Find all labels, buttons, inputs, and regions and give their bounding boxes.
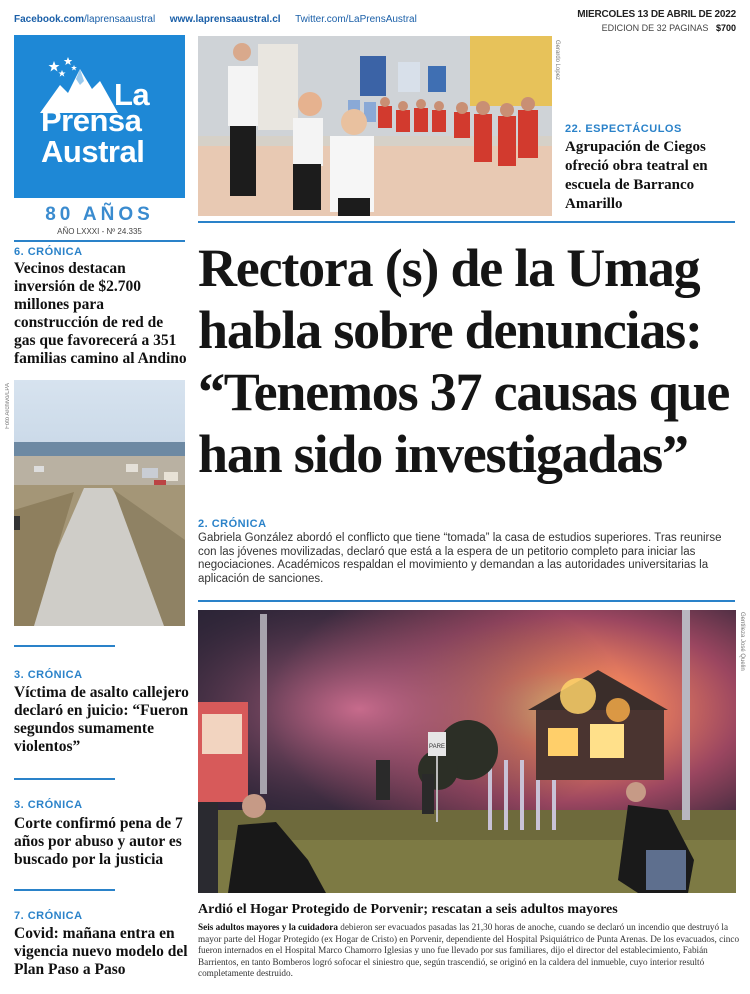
- sidebar-divider: [14, 778, 115, 780]
- spectaculos-headline[interactable]: Agrupación de Ciegos ofreció obra teatral en escuela de Barranco Amarillo: [565, 139, 708, 212]
- section-divider: [198, 221, 735, 223]
- social-links-bar: [14, 14, 574, 25]
- price: $700: [715, 23, 736, 33]
- anniversary-label: 80 AÑOS: [45, 204, 154, 225]
- sidebar-story2-section: 3. CRÓNICA: [14, 669, 83, 681]
- website-link[interactable]: www.laprensaaustral.cl: [169, 14, 281, 25]
- fire-caption-body: debieron ser evacuados pasadas las 21,30 horas de anoche, cuando se declaró un incendio que destruyó la mayor parte del Hogar Protegido (ex Hogar de Cristo) en Porvenir, dependiente del Hospital Psiquiátrico de Punta Arenas. De los evacuados, cinco fueron internados en el Hospital Marco Chamorro Iglesias y uno fue llevado por sus familiares, dijo el director del establecimiento, Fabián Barrientos, en tanto Bomberos logró sofocar el siniestro que, según trascendió, se originó en la caldera del inmueble, cuyo interior resultó completamente destruido.: [198, 922, 740, 978]
- sidebar-divider: [14, 645, 115, 647]
- sidebar-story1-section: 6. CRÓNICA: [14, 246, 83, 258]
- fire-photo-credit: Gentileza José Quelin: [739, 612, 745, 671]
- masthead-logo[interactable]: [14, 35, 185, 198]
- masthead-name-austral: Austral: [41, 134, 145, 169]
- twitter-link[interactable]: Twitter.com/LaPrensAustral: [295, 14, 417, 25]
- section-divider: [198, 600, 735, 602]
- theatre-photo-credit: Gerardo Lopez: [554, 40, 560, 81]
- issue-date: MIERCOLES 13 DE ABRIL DE 2022: [577, 9, 736, 20]
- sidebar-story4-headline[interactable]: Covid: mañana entra en vigencia nuevo modelo del Plan Paso a Paso: [14, 925, 188, 978]
- masthead-name-prensa: Prensa: [41, 103, 142, 138]
- sidebar-story4-section: 7. CRÓNICA: [14, 910, 83, 922]
- main-story-deck: Gabriela González abordó el conflicto que tiene “tomada” la casa de estudios superiores. Tras reunirse con las jóvenes movilizadas, declaró que está a la espera de un petitorio completo para iniciar las negociaciones. Académicos respaldan el movimiento y demandan a las autoridades universitarias la aplicación de sanciones.: [198, 532, 722, 585]
- theatre-photo: [198, 36, 552, 216]
- main-headline[interactable]: Rectora (s) de la Umag habla sobre denuncias: “Tenemos 37 causas que han sido investigadas”: [198, 238, 730, 484]
- fire-caption-text: [198, 922, 743, 980]
- sidebar-story3-headline[interactable]: Corte confirmó pena de 7 años por abuso y autor es buscado por la justicia: [14, 815, 183, 868]
- fire-photo: [198, 610, 736, 893]
- facebook-link[interactable]: Facebook.com/laprensaaustral: [14, 14, 156, 25]
- fire-caption-title[interactable]: Ardió el Hogar Protegido de Porvenir; rescatan a seis adultos mayores: [198, 902, 618, 917]
- pare-sign: PARE: [429, 744, 445, 750]
- main-story-section: 2. CRÓNICA: [198, 518, 267, 530]
- masthead-name-la: La: [114, 77, 150, 112]
- road-photo-credit: Foto Archivo/LPA: [5, 383, 11, 429]
- fire-caption-lead: Seis adultos mayores y la cuidadora: [198, 922, 338, 932]
- road-photo: [14, 380, 185, 626]
- spectaculos-section: 22. ESPECTÁCULOS: [565, 123, 682, 135]
- sidebar-story2-headline[interactable]: Víctima de asalto callejero declaró en juicio: “Fueron segundos sumamente violentos”: [14, 684, 189, 755]
- sidebar-story3-section: 3. CRÓNICA: [14, 799, 83, 811]
- edition-info: [577, 9, 736, 33]
- issue-number: AÑO LXXXI - Nº 24.335: [57, 227, 142, 236]
- sidebar-divider: [14, 889, 115, 891]
- sidebar-story1-headline[interactable]: Vecinos destacan inversión de $2.700 millones para construcción de red de gas que favorecerá a 351 familias camino al Andino: [14, 260, 187, 367]
- edition-pages: EDICION DE 32 PAGINAS $700: [601, 23, 736, 33]
- sidebar-divider: [14, 240, 185, 242]
